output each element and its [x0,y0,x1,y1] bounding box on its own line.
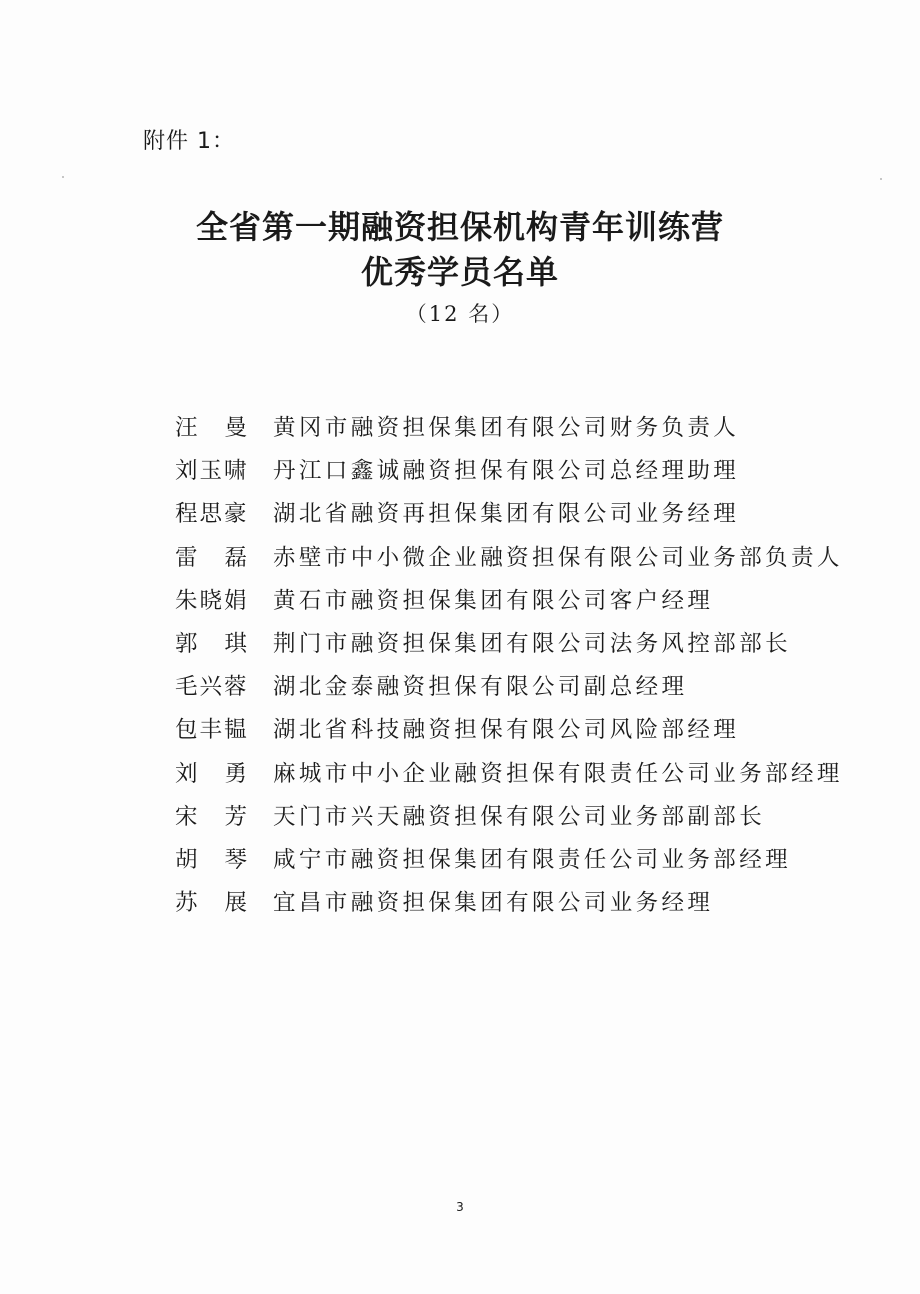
honoree-organization: 荆门市融资担保集团有限公司法务风控部部长 [273,630,792,657]
honoree-list [175,413,875,931]
list-item [175,845,875,888]
honoree-name [175,456,273,486]
document-title-line-1: 全省第一期融资担保机构青年训练营 [195,208,724,246]
honoree-organization: 湖北省科技融资担保有限公司风险部经理 [273,717,740,744]
honoree-name [175,845,247,875]
honoree-organization: 黄石市融资担保集团有限公司客户经理 [273,587,714,614]
honoree-name [175,629,247,659]
honoree-name [175,586,273,616]
honoree-name [175,715,273,745]
honoree-organization: 宜昌市融资担保集团有限公司业务经理 [273,890,714,917]
list-item [175,456,875,499]
honoree-name-part: 宋 [175,803,198,830]
honoree-organization: 咸宁市融资担保集团有限责任公司业务部经理 [273,846,792,873]
honoree-name-part: 毛兴蓉 [175,674,249,701]
list-item [175,715,875,758]
list-item [175,629,875,672]
honoree-name [175,802,247,832]
honoree-name-part: 芳 [224,803,247,830]
list-item [175,802,875,845]
honoree-name-part: 琴 [224,846,247,873]
honoree-name-part: 朱晓娟 [175,587,249,614]
honoree-name-part: 刘玉啸 [175,458,249,485]
honoree-organization: 湖北金泰融资担保有限公司副总经理 [273,674,688,701]
attachment-label: 附件 1： [143,129,235,154]
scan-speck [62,176,64,178]
honoree-name-part: 琪 [224,630,247,657]
honoree-name [175,672,273,702]
honoree-organization: 麻城市中小企业融资担保有限责任公司业务部经理 [273,760,843,787]
member-count: （12 名） [405,302,515,326]
honoree-name-part: 雷 [175,544,198,571]
honoree-organization: 湖北省融资再担保集团有限公司业务经理 [273,501,740,528]
honoree-name-part: 郭 [175,630,198,657]
honoree-name [175,499,273,529]
honoree-organization: 黄冈市融资担保集团有限公司财务负责人 [273,415,740,441]
honoree-name-part: 展 [224,890,247,917]
list-item [175,672,875,715]
honoree-name-part: 汪 [175,415,198,441]
honoree-name [175,543,247,573]
list-item [175,586,875,629]
honoree-name [175,413,247,443]
list-item [175,543,875,586]
honoree-name-part: 磊 [224,544,247,571]
page-number: 3 [456,1200,464,1214]
honoree-name-part: 曼 [224,415,247,441]
honoree-organization: 赤壁市中小微企业融资担保有限公司业务部负责人 [273,544,843,571]
honoree-organization: 丹江口鑫诚融资担保有限公司总经理助理 [273,458,740,485]
honoree-name-part: 胡 [175,846,198,873]
honoree-name-part: 包丰韫 [175,717,249,744]
list-item [175,499,875,542]
list-item [175,888,875,931]
honoree-name [175,888,247,918]
scan-speck [880,178,882,180]
list-item [175,413,875,456]
honoree-name [175,759,247,789]
honoree-name-part: 勇 [224,760,247,787]
list-item [175,759,875,802]
document-title-line-2: 优秀学员名单 [360,253,559,291]
honoree-name-part: 程思豪 [175,501,249,528]
honoree-name-part: 刘 [175,760,198,787]
honoree-organization: 天门市兴天融资担保有限公司业务部副部长 [273,803,766,830]
honoree-name-part: 苏 [175,890,198,917]
